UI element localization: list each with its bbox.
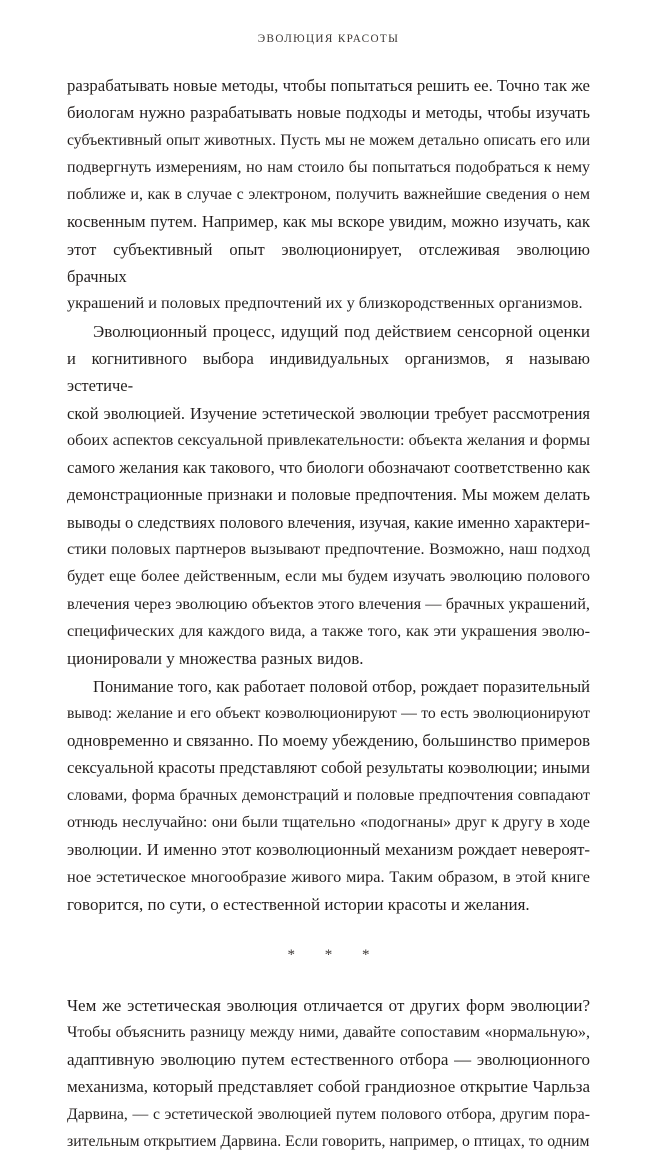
break-spacer-top [67,918,590,942]
section-break-asterisks: * * * [67,942,590,969]
text-line: влечения через эволюцию объектов этого влечения — брачных украшений, [67,591,590,618]
text-line: одновременно и связанно. По моему убеждению, большинство примеров [67,727,590,754]
paragraph-1 [67,72,590,318]
text-line: подвергнуть измерениям, но нам стоило бы попытаться подобраться к нему [67,154,590,181]
text-line: стики половых партнеров вызывают предпочтение. Возможно, наш подход [67,536,590,563]
break-spacer-bottom [67,970,590,992]
text-line: отнюдь неслучайно: они были тщательно «подогнаны» друг к другу в ходе [67,809,590,836]
text-line: этот субъективный опыт эволюционирует, отслеживая эволюцию брачных [67,236,590,291]
page-text-block [67,72,590,1155]
text-line: Дарвина, — с эстетической эволюцией путем полового отбора, другим пора- [67,1101,590,1128]
paragraph-3 [67,673,590,919]
text-line: Чем же эстетическая эволюция отличается от других форм эволюции? [67,992,590,1019]
text-line: говорится, по сути, о естественной истории красоты и желания. [67,891,590,918]
text-line: ской эволюцией. Изучение эстетической эволюции требует рассмотрения [67,400,590,427]
text-line: словами, форма брачных демонстраций и половые предпочтения совпадают [67,782,590,809]
text-line: адаптивную эволюцию путем естественного отбора — эволюционного [67,1046,590,1073]
paragraph-4 [67,992,590,1155]
text-line: демонстрационные признаки и половые предпочтения. Мы можем делать [67,481,590,508]
text-line: разрабатывать новые методы, чтобы попытаться решить ее. Точно так же [67,72,590,99]
text-line: будет еще более действенным, если мы будем изучать эволюцию полового [67,563,590,590]
text-line: поближе и, как в случае с электроном, получить важнейшие сведения о нем [67,181,590,208]
text-line: Чтобы объяснить разницу между ними, давайте сопоставим «нормальную», [67,1019,590,1046]
text-line: и когнитивного выбора индивидуальных организмов, я называю эстетиче- [67,345,590,400]
paragraph-2 [67,318,590,673]
text-line: выводы о следствиях полового влечения, изучая, какие именно характери- [67,509,590,536]
text-line: биологам нужно разрабатывать новые подходы и методы, чтобы изучать [67,99,590,126]
running-head: ЭВОЛЮЦИЯ КРАСОТЫ [0,33,657,45]
text-line: Эволюционный процесс, идущий под действием сенсорной оценки [67,318,590,345]
text-line: зительным открытием Дарвина. Если говорить, например, о птицах, то одним [67,1128,590,1155]
text-line: обоих аспектов сексуальной привлекательности: объекта желания и формы [67,427,590,454]
text-line: ционировали у множества разных видов. [67,645,590,672]
text-line: сексуальной красоты представляют собой результаты коэволюции; иными [67,754,590,781]
text-line: вывод: желание и его объект коэволюционируют — то есть эволюционируют [67,700,590,727]
text-line: специфических для каждого вида, а также того, как эти украшения эволю- [67,618,590,645]
text-line: механизма, который представляет собой грандиозное открытие Чарльза [67,1073,590,1100]
text-line: косвенным путем. Например, как мы вскоре увидим, можно изучать, как [67,208,590,235]
text-line: ное эстетическое многообразие живого мира. Таким образом, в этой книге [67,864,590,891]
text-line: украшений и половых предпочтений их у близкородственных организмов. [67,290,590,317]
text-line: самого желания как такового, что биологи обозначают соответственно как [67,454,590,481]
text-line: Понимание того, как работает половой отбор, рождает поразительный [67,673,590,700]
text-line: субъективный опыт животных. Пусть мы не можем детально описать его или [67,127,590,154]
text-line: эволюции. И именно этот коэволюционный механизм рождает невероят- [67,836,590,863]
